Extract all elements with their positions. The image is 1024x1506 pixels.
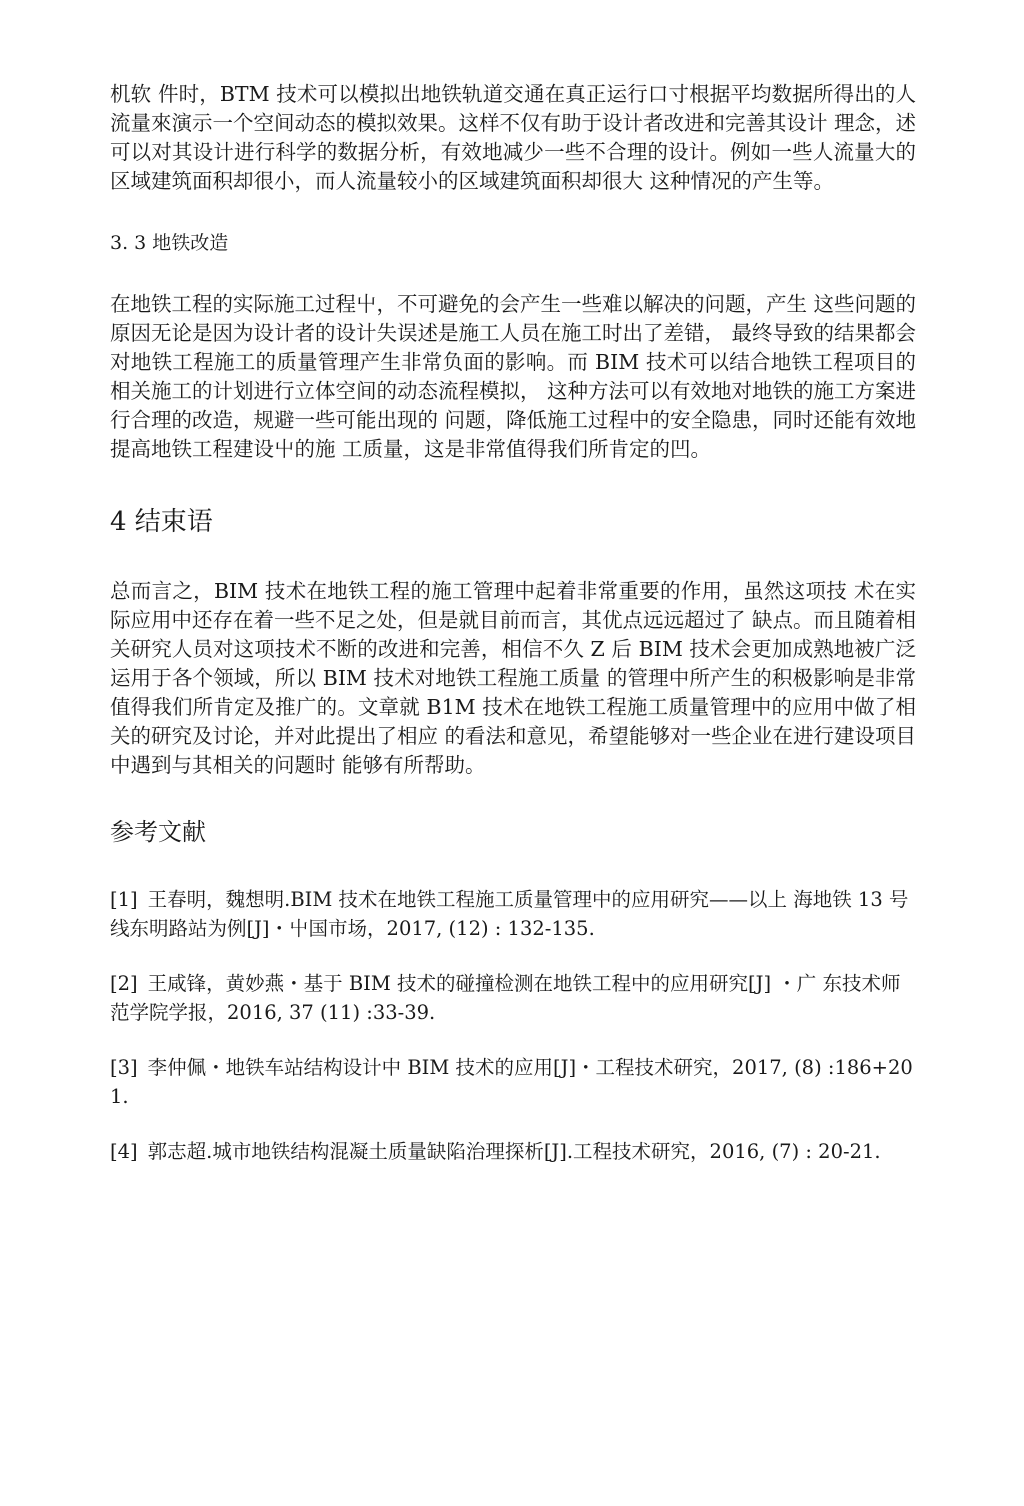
reference-item [110, 885, 916, 943]
reference-text: 王春明，魏想明.BIM 技术在地铁工程施工质量管理中的应用研究——以上 海地铁 13 号线东明路站为例[J]・屮国市场，2017, (12) : 132-135. [110, 888, 909, 940]
section-3-3-heading: 3. 3 地铁改造 [110, 232, 229, 254]
paragraph-intro: 机软 件时，BTM 技术可以模拟出地铁轨道交通在真正运行口寸根据平均数据所得出的人 流量來演示一个空间动态的模拟效果。这样不仅有助于设计者改进和完善其设计 理念，述可以对其设计进行科学的数据分析，有效地减少一些不合理的设计。例如一些人流量大的区域建筑面积却很小，而人流量较小的区域建筑面积却很大 这种情况的产生等。 [110, 82, 917, 193]
section-4-body: 总而言之，BIM 技术在地铁工程的施工管理中起着非常重要的作用，虽然这项技 术在实际应用中还存在着一些不足之处，但是就目前而言，其优点远远超过了 缺点。而且随着相关研究人员对这项技术不断的改进和完善，相信不久 Z 后 BIM 技术会更加成熟地被广泛运用于各个领域，所以 BIM 技术对地铁工程施工质量 的管理中所产生的积极影响是非常值得我们所肯定及推广的。文章就 B1M 技术在地铁工程施工质量管理中的应用中做了相关的研究及讨论，并对此提出了相应 的看法和意见，希望能够对一些企业在进行建设项目中遇到与其相关的问题时 能够有所帮助。 [110, 579, 917, 777]
references-list [110, 885, 916, 1166]
reference-number: [2] [110, 972, 138, 995]
reference-number: [1] [110, 888, 138, 911]
reference-text: 王咸锋，黄妙燕・基于 BIM 技术的碰撞检测在地铁工程中的应用研究[J] ・广 东技术师范学院学报，2016, 37 (11) :33-39. [110, 972, 901, 1024]
reference-text: 李仲佩・地铁车站结构设计中 BIM 技术的应用[J]・工程技术研究，2017, (8) :186+201. [110, 1056, 913, 1108]
reference-text: 郭志超.城市地铁结构混凝土质量缺陷治理探析[J].工程技术研究，2016, (7) : 20-21. [147, 1140, 881, 1163]
reference-item [110, 1053, 916, 1111]
section-4-heading: 4 结束语 [110, 507, 213, 537]
document-page [110, 80, 916, 1166]
reference-number: [4] [110, 1140, 138, 1163]
section-3-3-body: 在地铁工程的实际施工过程屮，不可避免的会产生一些难以解决的问题，产生 这些问题的原因无论是因为设计者的设计失误述是施工人员在施工时出了差错， 最终导致的结果都会对地铁工程施工的质量管理产生非常负面的影响。而 BIM 技术可以结合地铁工程项目的相关施工的计划进行立体空间的动态流程模拟， 这种方法可以有效地对地铁的施工方案进行合理的改造，规避一些可能出现的 问题，降低施工过程中的安全隐患，同时还能有效地提高地铁工程建设屮的施 工质量，这是非常值得我们所肯定的凹。 [110, 292, 917, 461]
reference-item [110, 969, 916, 1027]
reference-item [110, 1137, 916, 1166]
reference-number: [3] [110, 1056, 138, 1079]
references-heading: 参考文献 [110, 818, 206, 846]
